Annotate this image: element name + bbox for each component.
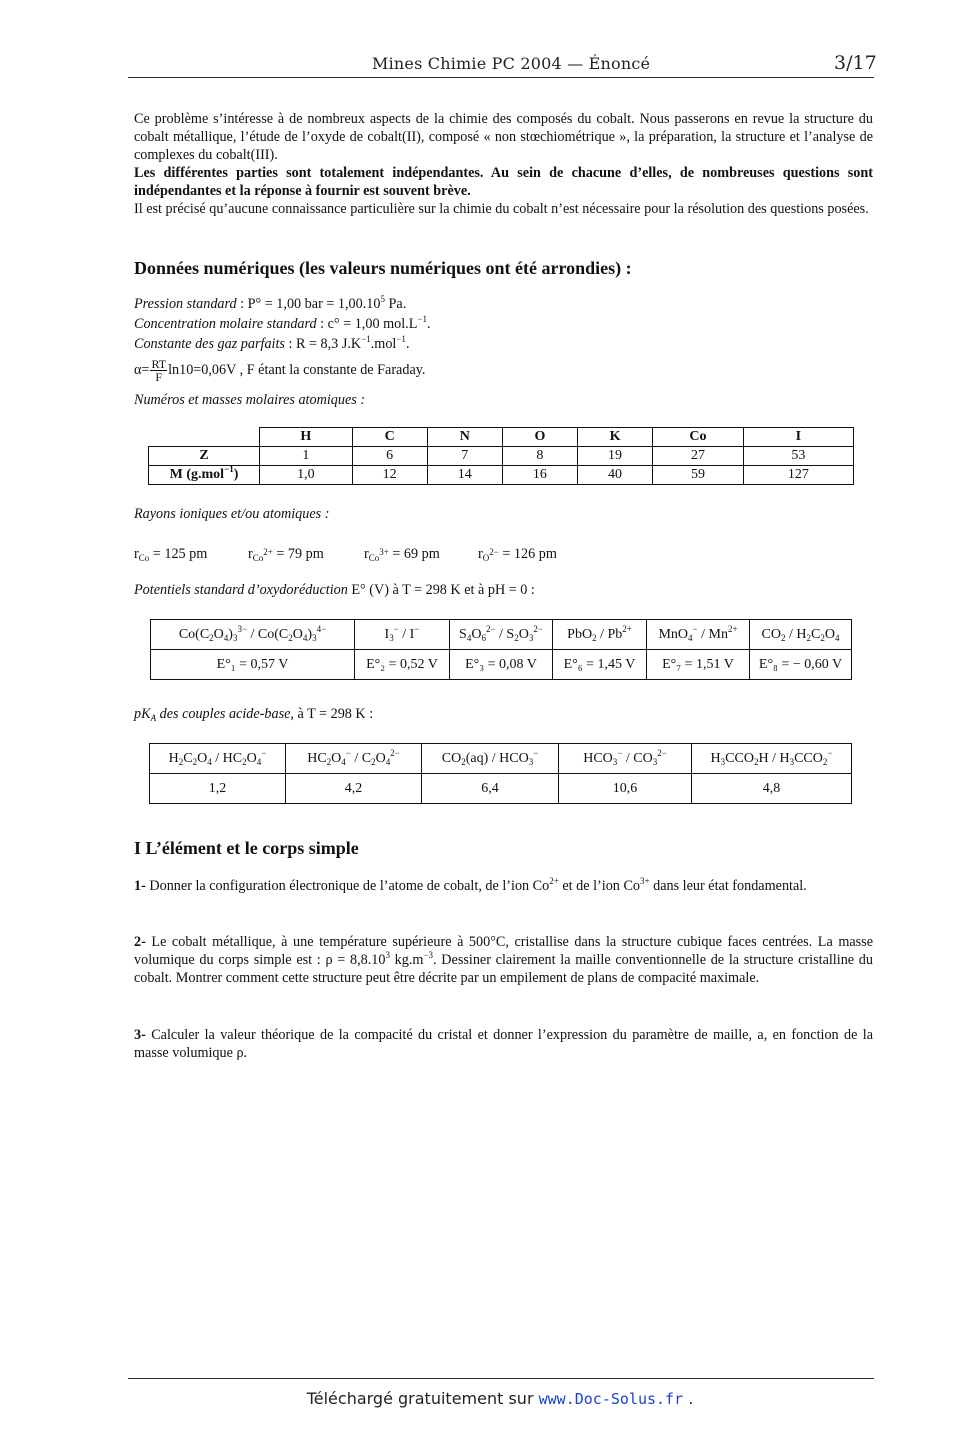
acid-base-couple-4: $HCO_3^- / CO_3^{2-}$ bbox=[559, 744, 692, 774]
table-cell: 1 bbox=[260, 447, 353, 466]
table-cell: 4,2 bbox=[286, 774, 422, 804]
redox-label-rest: E° (V) à T = 298 K et à pH = 0 : bbox=[347, 582, 535, 598]
table-row bbox=[149, 466, 854, 485]
charge-superscript: 2+ bbox=[549, 876, 559, 886]
table-cell: 16 bbox=[502, 466, 577, 485]
conc-end: . bbox=[426, 316, 431, 332]
z-label: Z bbox=[199, 448, 209, 463]
table-cell: E°₃ = 0,08 V bbox=[450, 650, 553, 680]
gas-exponent-2: −1 bbox=[396, 334, 406, 344]
acid-base-couple-2: $HC_2O_4^- / C_2O_4^{2-}$ bbox=[286, 744, 422, 774]
question-text: kg.m bbox=[389, 952, 424, 968]
redox-label-italic: Potentiels standard d’oxydoréduction bbox=[134, 582, 348, 598]
table-row bbox=[151, 650, 852, 680]
table-cell: 4,8 bbox=[692, 774, 852, 804]
row-header bbox=[149, 447, 260, 466]
pressure-label: Pression standard bbox=[134, 296, 237, 312]
footer-link[interactable]: www.Doc-Solus.fr bbox=[538, 1390, 684, 1408]
constant-gas bbox=[134, 336, 409, 353]
radius-symbol: r bbox=[478, 546, 483, 562]
redox-couple-7: $MnO_4^- / Mn^{2+}$ bbox=[647, 620, 750, 650]
footer-text: Téléchargé gratuitement sur bbox=[306, 1389, 539, 1408]
table-corner bbox=[149, 428, 260, 447]
header-rule bbox=[128, 77, 874, 78]
exponent-superscript: 3 bbox=[385, 950, 390, 960]
pka-label-end: à T = 298 K : bbox=[293, 706, 374, 722]
constant-pressure bbox=[134, 296, 406, 313]
page-number: 3/17 bbox=[834, 52, 877, 74]
redox-couple-3: $S_4O_6^{2-} / S_2O_3^{2-}$ bbox=[450, 620, 553, 650]
table-cell: 27 bbox=[653, 447, 744, 466]
table-cell: E°₁ = 0,57 V bbox=[151, 650, 355, 680]
table-cell: E°₈ = − 0,60 V bbox=[750, 650, 852, 680]
pka-symbol: pK bbox=[134, 706, 151, 722]
alpha-numerator: RT bbox=[151, 357, 167, 371]
table-cell: 53 bbox=[743, 447, 853, 466]
redox-couple-6: $PbO_2 / Pb^{2+}$ bbox=[553, 620, 647, 650]
acid-base-couple-3: $CO_2(aq) / HCO_3^-$ bbox=[422, 744, 559, 774]
element-symbol: C bbox=[384, 429, 395, 444]
question-text: et de l’ion Co bbox=[558, 878, 640, 894]
radius-o2 bbox=[478, 546, 557, 563]
exponent-superscript: −3 bbox=[423, 950, 434, 960]
element-header bbox=[260, 428, 353, 447]
radius-subscript: Co bbox=[252, 553, 264, 563]
radius-subscript: Co bbox=[368, 553, 380, 563]
table-row bbox=[149, 447, 854, 466]
table-cell: 7 bbox=[427, 447, 502, 466]
radius-value: = 79 pm bbox=[272, 546, 324, 562]
table-cell: E°₇ = 1,51 V bbox=[647, 650, 750, 680]
radius-co bbox=[134, 546, 207, 563]
pressure-unit: Pa. bbox=[384, 296, 407, 312]
intro-bold-text: Les différentes parties sont totalement indépendantes. Au sein de chacune d’elles, de nombreuses questions sont indépendantes et la réponse à fournir est souvent brève. bbox=[134, 165, 873, 199]
element-symbol: N bbox=[459, 429, 470, 444]
question-number: 2- bbox=[134, 934, 146, 950]
question-number: 3- bbox=[134, 1027, 146, 1043]
data-heading: Données numériques (les valeurs numériques ont été arrondies) : bbox=[134, 258, 632, 278]
radii-label bbox=[134, 506, 329, 523]
redox-couple-2: $I_3^- / I^-$ bbox=[355, 620, 450, 650]
table-cell: 12 bbox=[352, 466, 427, 485]
constant-alpha bbox=[134, 358, 425, 383]
radius-charge: 2+ bbox=[263, 547, 273, 557]
radius-value: = 126 pm bbox=[498, 546, 557, 562]
question-text: Le cobalt métallique, à une température supérieure à 500°C, cristallise dans la structure cubique faces centrées. La masse volumique du corps simple est : ρ = 8,8.10 bbox=[134, 934, 873, 968]
element-symbol: I bbox=[795, 429, 802, 444]
footer-rule bbox=[128, 1378, 874, 1379]
conc-value: : c° = 1,00 mol.L bbox=[316, 316, 418, 332]
question-text: . Dessiner clairement la maille conventionnelle de la structure cristalline du cobalt. Montrer comment cette structure peut être décrite par un empilement de plans de compacité maximale. bbox=[134, 952, 873, 986]
intro-paragraph-2 bbox=[134, 164, 873, 200]
conc-label: Concentration molaire standard bbox=[134, 316, 317, 332]
table-cell: 10,6 bbox=[559, 774, 692, 804]
table-cell: 6 bbox=[352, 447, 427, 466]
pka-subscript: A bbox=[150, 713, 157, 723]
conc-exponent: −1 bbox=[417, 314, 427, 324]
table-cell: 8 bbox=[502, 447, 577, 466]
m-exponent: −1 bbox=[224, 464, 234, 474]
element-symbol: H bbox=[300, 429, 312, 444]
table-cell: 40 bbox=[577, 466, 652, 485]
table-cell: 19 bbox=[577, 447, 652, 466]
acid-base-couple-1: $H_2C_2O_4 / HC_2O_4^-$ bbox=[150, 744, 286, 774]
radius-charge: 3+ bbox=[379, 547, 389, 557]
radius-symbol: r bbox=[364, 546, 369, 562]
gas-value: : R = 8,3 J.K bbox=[284, 336, 362, 352]
table-cell: 14 bbox=[427, 466, 502, 485]
table-row bbox=[150, 774, 852, 804]
atomic-mass-table bbox=[148, 427, 854, 485]
element-header bbox=[743, 428, 853, 447]
element-header bbox=[577, 428, 652, 447]
question-2 bbox=[134, 933, 873, 987]
footer-end: . bbox=[683, 1389, 694, 1408]
table-row bbox=[149, 428, 854, 447]
radius-value: = 69 pm bbox=[388, 546, 440, 562]
element-symbol: O bbox=[534, 429, 546, 444]
footer bbox=[0, 1389, 980, 1408]
radii-label-text: Rayons ioniques et/ou atomiques : bbox=[134, 506, 330, 522]
element-header bbox=[502, 428, 577, 447]
constant-concentration bbox=[134, 316, 431, 333]
section-1-heading: I L’élément et le corps simple bbox=[134, 838, 359, 858]
element-header bbox=[427, 428, 502, 447]
table-cell: 1,2 bbox=[150, 774, 286, 804]
radius-subscript: Co bbox=[138, 553, 150, 563]
m-close: ) bbox=[233, 467, 239, 482]
radius-charge: 2− bbox=[489, 547, 499, 557]
alpha-fraction bbox=[150, 358, 167, 383]
m-label: M (g.mol bbox=[169, 467, 225, 482]
redox-label bbox=[134, 582, 535, 599]
masses-label bbox=[134, 392, 365, 409]
question-text: Calculer la valeur théorique de la compacité du cristal et donner l’expression du paramètre de maille, a, en fonction de la masse volumique ρ. bbox=[134, 1027, 873, 1061]
pressure-exponent: 5 bbox=[380, 294, 385, 304]
table-cell: 1,0 bbox=[260, 466, 353, 485]
element-symbol: K bbox=[609, 429, 621, 444]
alpha-start: α= bbox=[134, 361, 150, 378]
pressure-value: : P° = 1,00 bar = 1,00.10 bbox=[236, 296, 381, 312]
element-symbol: Co bbox=[689, 429, 707, 444]
intro-paragraph-3: Il est précisé qu’aucune connaissance particulière sur la chimie du cobalt n’est nécessaire pour la résolution des questions posées. bbox=[134, 201, 869, 217]
element-header bbox=[653, 428, 744, 447]
table-row bbox=[150, 744, 852, 774]
question-1 bbox=[134, 877, 873, 895]
table-cell: 6,4 bbox=[422, 774, 559, 804]
intro-paragraph-1: Ce problème s’intéresse à de nombreux aspects de la chimie des composés du cobalt. Nous passerons en revue la structure du cobalt métallique, l’étude de l’oxyde de cobalt(II), composé « non stœchiométrique », la préparation, la structure et l’analyse de complexes du cobalt(III). bbox=[134, 111, 873, 163]
acid-base-couple-5: $H_3CCO_2H / H_3CCO_2^-$ bbox=[692, 744, 852, 774]
table-cell: 59 bbox=[653, 466, 744, 485]
question-3 bbox=[134, 1026, 873, 1062]
table-row bbox=[151, 620, 852, 650]
gas-exponent-1: −1 bbox=[361, 334, 371, 344]
radius-value: = 125 pm bbox=[149, 546, 208, 562]
table-cell: E°₆ = 1,45 V bbox=[553, 650, 647, 680]
radius-symbol: r bbox=[134, 546, 139, 562]
charge-superscript: 3+ bbox=[640, 876, 650, 886]
row-header bbox=[149, 466, 260, 485]
radius-co2 bbox=[248, 546, 324, 563]
table-cell: 127 bbox=[743, 466, 853, 485]
running-header-title: Mines Chimie PC 2004 — Énoncé bbox=[372, 54, 651, 73]
intro-block bbox=[134, 110, 873, 218]
alpha-denominator: F bbox=[155, 370, 163, 384]
radius-subscript: O bbox=[482, 553, 490, 563]
gas-label: Constante des gaz parfaits bbox=[134, 336, 285, 352]
radius-co3 bbox=[364, 546, 440, 563]
masses-label-text: Numéros et masses molaires atomiques : bbox=[134, 392, 366, 408]
element-header bbox=[352, 428, 427, 447]
pka-label bbox=[134, 706, 373, 723]
redox-couple-8: $CO_2 / H_2C_2O_4$ bbox=[750, 620, 852, 650]
gas-mid: .mol bbox=[370, 336, 397, 352]
question-text: dans leur état fondamental. bbox=[649, 878, 807, 894]
redox-couple-1: $Co(C_2O_4)_3^{3-} / Co(C_2O_4)_3^{4-}$ bbox=[151, 620, 355, 650]
pka-label-rest: des couples acide-base, bbox=[156, 706, 294, 722]
redox-potential-table bbox=[150, 619, 852, 680]
table-cell: E°₂ = 0,52 V bbox=[355, 650, 450, 680]
question-number: 1- bbox=[134, 878, 146, 894]
gas-end: . bbox=[405, 336, 410, 352]
radius-symbol: r bbox=[248, 546, 253, 562]
alpha-end: ln10=0,06V , F étant la constante de Faraday. bbox=[168, 361, 426, 378]
question-text: Donner la configuration électronique de l’atome de cobalt, de l’ion Co bbox=[145, 878, 550, 894]
pka-table bbox=[149, 743, 852, 804]
